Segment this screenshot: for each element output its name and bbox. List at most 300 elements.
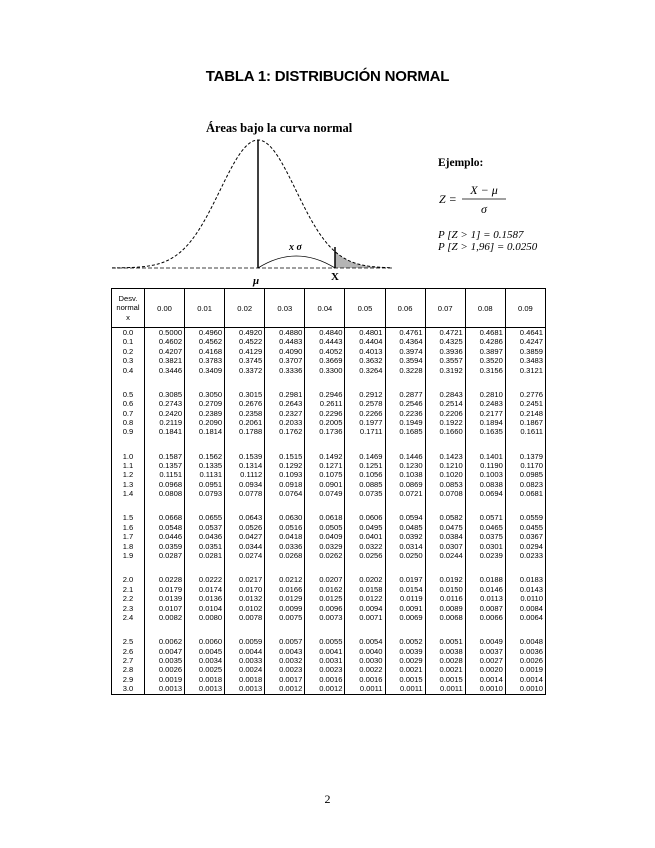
probability-cell: 0.0571 (465, 513, 505, 522)
probability-cell: 0.0116 (425, 594, 465, 603)
probability-cell: 0.2061 (225, 418, 265, 427)
probability-cell: 0.0013 (225, 684, 265, 694)
probability-cell: 0.2206 (425, 409, 465, 418)
probability-cell: 0.0212 (265, 575, 305, 584)
spacer-cell (185, 375, 225, 390)
spacer-cell (144, 437, 184, 452)
probability-cell: 0.0015 (425, 675, 465, 684)
table-row (112, 585, 546, 594)
probability-cell: 0.0505 (305, 523, 345, 532)
probability-cell: 0.0023 (265, 665, 305, 674)
probability-cell: 0.0018 (225, 675, 265, 684)
x-label: X (331, 271, 339, 283)
probability-cell: 0.4090 (265, 347, 305, 356)
probability-cell: 0.0392 (385, 532, 425, 541)
z-value-cell: 1.7 (112, 532, 145, 541)
probability-cell: 0.4681 (465, 328, 505, 338)
probability-cell: 0.3745 (225, 356, 265, 365)
z-value-cell: 0.7 (112, 409, 145, 418)
z-value-cell: 1.0 (112, 452, 145, 461)
spacer-cell (144, 499, 184, 514)
probability-cell: 0.0060 (185, 637, 225, 646)
probability-cell: 0.1762 (265, 427, 305, 436)
spacer-cell (112, 561, 145, 576)
z-value-cell: 0.4 (112, 366, 145, 375)
spacer-cell (305, 561, 345, 576)
z-value-cell: 0.3 (112, 356, 145, 365)
spacer-cell (465, 437, 505, 452)
probability-cell: 0.0028 (425, 656, 465, 665)
mu-label: μ (253, 275, 260, 287)
z-value-cell: 0.8 (112, 418, 145, 427)
probability-cell: 0.0094 (345, 604, 385, 613)
probability-cell: 0.0322 (345, 542, 385, 551)
probability-cell: 0.3859 (505, 347, 545, 356)
spacer-cell (225, 375, 265, 390)
table-row (112, 675, 546, 684)
probability-cell: 0.2119 (144, 418, 184, 427)
spacer-cell (265, 375, 305, 390)
spacer-cell (305, 437, 345, 452)
z-value-cell: 2.1 (112, 585, 145, 594)
probability-cell: 0.2327 (265, 409, 305, 418)
probability-cell: 0.3936 (425, 347, 465, 356)
probability-cell: 0.1335 (185, 461, 225, 470)
probability-cell: 0.0080 (185, 613, 225, 622)
probability-cell: 0.1251 (345, 461, 385, 470)
probability-cell: 0.0367 (505, 532, 545, 541)
probability-cell: 0.4286 (465, 337, 505, 346)
probability-cell: 0.0197 (385, 575, 425, 584)
probability-cell: 0.0455 (505, 523, 545, 532)
probability-cell: 0.0951 (185, 480, 225, 489)
column-header: 0.01 (185, 289, 225, 328)
probability-cell: 0.1210 (425, 461, 465, 470)
table-row (112, 409, 546, 418)
probability-cell: 0.0032 (265, 656, 305, 665)
probability-cell: 0.4960 (185, 328, 225, 338)
probability-cell: 0.2266 (345, 409, 385, 418)
spacer-cell (265, 437, 305, 452)
probability-cell: 0.0294 (505, 542, 545, 551)
probability-cell: 0.2483 (465, 399, 505, 408)
probability-cell: 0.0021 (425, 665, 465, 674)
probability-cell: 0.4602 (144, 337, 184, 346)
probability-cell: 0.0010 (465, 684, 505, 694)
probability-cell: 0.1357 (144, 461, 184, 470)
probability-cell: 0.0014 (505, 675, 545, 684)
probability-cell: 0.3336 (265, 366, 305, 375)
probability-cell: 0.0031 (305, 656, 345, 665)
column-header: 0.04 (305, 289, 345, 328)
formula-lhs: Z = (439, 192, 457, 206)
probability-cell: 0.0078 (225, 613, 265, 622)
table-header-row (112, 289, 546, 328)
probability-cell: 0.1446 (385, 452, 425, 461)
probability-cell: 0.0013 (185, 684, 225, 694)
probability-cell: 0.0166 (265, 585, 305, 594)
probability-cell: 0.1314 (225, 461, 265, 470)
probability-cell: 0.0934 (225, 480, 265, 489)
probability-cell: 0.3557 (425, 356, 465, 365)
probability-cell: 0.1003 (465, 470, 505, 479)
z-table (111, 288, 546, 695)
probability-cell: 0.2420 (144, 409, 184, 418)
probability-cell: 0.0630 (265, 513, 305, 522)
probability-cell: 0.1492 (305, 452, 345, 461)
probability-cell: 0.2090 (185, 418, 225, 427)
probability-cell: 0.2177 (465, 409, 505, 418)
probability-cell: 0.0526 (225, 523, 265, 532)
probability-cell: 0.0052 (385, 637, 425, 646)
probability-cell: 0.0708 (425, 489, 465, 498)
probability-cell: 0.4840 (305, 328, 345, 338)
probability-cell: 0.0087 (465, 604, 505, 613)
probability-cell: 0.1423 (425, 452, 465, 461)
probability-cell: 0.0336 (265, 542, 305, 551)
probability-cell: 0.0084 (505, 604, 545, 613)
probability-cell: 0.1093 (265, 470, 305, 479)
spacer-cell (345, 375, 385, 390)
spacer-cell (385, 375, 425, 390)
probability-cell: 0.3783 (185, 356, 225, 365)
table-row (112, 647, 546, 656)
page-title: TABLA 1: DISTRIBUCIÓN NORMAL (205, 68, 450, 85)
probability-cell: 0.1562 (185, 452, 225, 461)
probability-cell: 0.1379 (505, 452, 545, 461)
probability-cell: 0.3446 (144, 366, 184, 375)
probability-cell: 0.0548 (144, 523, 184, 532)
column-header: 0.02 (225, 289, 265, 328)
z-value-cell: 0.0 (112, 328, 145, 338)
probability-cell: 0.0075 (265, 613, 305, 622)
curve-caption: Áreas bajo la curva normal (206, 121, 353, 135)
probability-cell: 0.2296 (305, 409, 345, 418)
probability-cell: 0.2546 (385, 399, 425, 408)
probability-cell: 0.0202 (345, 575, 385, 584)
probability-cell: 0.0179 (144, 585, 184, 594)
probability-cell: 0.0594 (385, 513, 425, 522)
group-spacer-row (112, 561, 546, 576)
probability-cell: 0.0838 (465, 480, 505, 489)
spacer-cell (465, 499, 505, 514)
probability-cell: 0.0017 (265, 675, 305, 684)
probability-cell: 0.4052 (305, 347, 345, 356)
spacer-cell (185, 437, 225, 452)
probability-cell: 0.0721 (385, 489, 425, 498)
z-value-cell: 2.0 (112, 575, 145, 584)
probability-cell: 0.0475 (425, 523, 465, 532)
probability-cell: 0.0222 (185, 575, 225, 584)
probability-cell: 0.0694 (465, 489, 505, 498)
z-value-cell: 0.2 (112, 347, 145, 356)
probability-cell: 0.0495 (345, 523, 385, 532)
probability-cell: 0.0010 (505, 684, 545, 694)
column-header: 0.08 (465, 289, 505, 328)
probability-cell: 0.3632 (345, 356, 385, 365)
probability-cell: 0.1515 (265, 452, 305, 461)
probability-cell: 0.0174 (185, 585, 225, 594)
probability-cell: 0.0618 (305, 513, 345, 522)
z-value-cell: 2.8 (112, 665, 145, 674)
spacer-cell (425, 499, 465, 514)
probability-cell: 0.0035 (144, 656, 184, 665)
probability-cell: 0.0764 (265, 489, 305, 498)
probability-cell: 0.3192 (425, 366, 465, 375)
probability-cell: 0.0019 (144, 675, 184, 684)
z-table-body (112, 328, 546, 695)
probability-cell: 0.0016 (305, 675, 345, 684)
probability-cell: 0.0110 (505, 594, 545, 603)
probability-cell: 0.2033 (265, 418, 305, 427)
probability-cell: 0.1151 (144, 470, 184, 479)
table-row (112, 328, 546, 338)
probability-cell: 0.0018 (185, 675, 225, 684)
z-value-cell: 0.5 (112, 390, 145, 399)
probability-cell: 0.0537 (185, 523, 225, 532)
page-number: 2 (324, 792, 331, 806)
probability-cell: 0.0485 (385, 523, 425, 532)
probability-cell: 0.0015 (385, 675, 425, 684)
probability-cell: 0.3483 (505, 356, 545, 365)
probability-cell: 0.1038 (385, 470, 425, 479)
probability-cell: 0.1736 (305, 427, 345, 436)
probability-cell: 0.1977 (345, 418, 385, 427)
probability-cell: 0.1020 (425, 470, 465, 479)
probability-cell: 0.0778 (225, 489, 265, 498)
table-row (112, 489, 546, 498)
probability-cell: 0.0314 (385, 542, 425, 551)
table-row (112, 418, 546, 427)
z-column-header (112, 289, 145, 328)
probability-cell: 0.1660 (425, 427, 465, 436)
probability-cell: 0.0038 (425, 647, 465, 656)
probability-cell: 0.0102 (225, 604, 265, 613)
probability-cell: 0.0029 (385, 656, 425, 665)
probability-cell: 0.0040 (345, 647, 385, 656)
column-header: 0.06 (385, 289, 425, 328)
probability-cell: 0.0985 (505, 470, 545, 479)
spacer-cell (345, 561, 385, 576)
probability-cell: 0.0022 (345, 665, 385, 674)
probability-cell: 0.0034 (185, 656, 225, 665)
spacer-cell (505, 499, 545, 514)
spacer-cell (112, 375, 145, 390)
probability-cell: 0.1949 (385, 418, 425, 427)
probability-cell: 0.1587 (144, 452, 184, 461)
table-row (112, 461, 546, 470)
table-row (112, 551, 546, 560)
probability-cell: 0.0051 (425, 637, 465, 646)
probability-cell: 0.0049 (465, 637, 505, 646)
probability-cell: 0.0066 (465, 613, 505, 622)
probability-cell: 0.0668 (144, 513, 184, 522)
probability-cell: 0.0268 (265, 551, 305, 560)
probability-cell: 0.0136 (185, 594, 225, 603)
probability-cell: 0.0228 (144, 575, 184, 584)
spacer-cell (144, 622, 184, 637)
probability-cell: 0.0082 (144, 613, 184, 622)
probability-cell: 0.1230 (385, 461, 425, 470)
column-header: 0.07 (425, 289, 465, 328)
probability-cell: 0.0869 (385, 480, 425, 489)
probability-cell: 0.0122 (345, 594, 385, 603)
group-spacer-row (112, 437, 546, 452)
table-row (112, 513, 546, 522)
probability-cell: 0.0559 (505, 513, 545, 522)
column-header: 0.09 (505, 289, 545, 328)
bell-curve (112, 140, 392, 268)
probability-cell: 0.2358 (225, 409, 265, 418)
z-value-cell: 2.2 (112, 594, 145, 603)
probability-cell: 0.0048 (505, 637, 545, 646)
spacer-cell (425, 437, 465, 452)
z-value-cell: 0.1 (112, 337, 145, 346)
probability-cell: 0.2643 (265, 399, 305, 408)
probability-cell: 0.5000 (144, 328, 184, 338)
probability-cell: 0.0427 (225, 532, 265, 541)
spacer-cell (505, 622, 545, 637)
probability-cell: 0.0233 (505, 551, 545, 560)
probability-cell: 0.2578 (345, 399, 385, 408)
probability-cell: 0.1469 (345, 452, 385, 461)
group-spacer-row (112, 499, 546, 514)
probability-cell: 0.0968 (144, 480, 184, 489)
probability-cell: 0.4207 (144, 347, 184, 356)
probability-cell: 0.0037 (465, 647, 505, 656)
probability-cell: 0.2005 (305, 418, 345, 427)
table-row (112, 532, 546, 541)
probability-cell: 0.0016 (345, 675, 385, 684)
probability-cell: 0.4880 (265, 328, 305, 338)
probability-cell: 0.0026 (505, 656, 545, 665)
probability-cell: 0.0901 (305, 480, 345, 489)
z-value-cell: 1.2 (112, 470, 145, 479)
probability-cell: 0.1635 (465, 427, 505, 436)
probability-cell: 0.0139 (144, 594, 184, 603)
probability-cell: 0.0307 (425, 542, 465, 551)
probability-cell: 0.3897 (465, 347, 505, 356)
z-value-cell: 2.3 (112, 604, 145, 613)
probability-cell: 0.0057 (265, 637, 305, 646)
probability-cell: 0.0068 (425, 613, 465, 622)
probability-cell: 0.4562 (185, 337, 225, 346)
probability-cell: 0.4721 (425, 328, 465, 338)
probability-cell: 0.2514 (425, 399, 465, 408)
z-value-cell: 2.6 (112, 647, 145, 656)
example-probability-2: P [Z > 1,96] = 0.0250 (438, 241, 538, 253)
probability-cell: 0.0823 (505, 480, 545, 489)
group-spacer-row (112, 375, 546, 390)
probability-cell: 0.4404 (345, 337, 385, 346)
probability-cell: 0.0020 (465, 665, 505, 674)
probability-cell: 0.3372 (225, 366, 265, 375)
probability-cell: 0.4522 (225, 337, 265, 346)
probability-cell: 0.2611 (305, 399, 345, 408)
probability-cell: 0.0158 (345, 585, 385, 594)
probability-cell: 0.0021 (385, 665, 425, 674)
probability-cell: 0.0113 (465, 594, 505, 603)
probability-cell: 0.0014 (465, 675, 505, 684)
table-row (112, 366, 546, 375)
probability-cell: 0.0119 (385, 594, 425, 603)
column-header: 0.05 (345, 289, 385, 328)
probability-cell: 0.3409 (185, 366, 225, 375)
probability-cell: 0.2877 (385, 390, 425, 399)
probability-cell: 0.0409 (305, 532, 345, 541)
probability-cell: 0.1711 (345, 427, 385, 436)
z-value-cell: 0.6 (112, 399, 145, 408)
probability-cell: 0.0207 (305, 575, 345, 584)
probability-cell: 0.3156 (465, 366, 505, 375)
probability-cell: 0.0011 (385, 684, 425, 694)
probability-cell: 0.0281 (185, 551, 225, 560)
probability-cell: 0.0188 (465, 575, 505, 584)
probability-cell: 0.1075 (305, 470, 345, 479)
probability-cell: 0.0735 (345, 489, 385, 498)
probability-cell: 0.0026 (144, 665, 184, 674)
probability-cell: 0.0143 (505, 585, 545, 594)
probability-cell: 0.1401 (465, 452, 505, 461)
spacer-cell (185, 561, 225, 576)
spacer-cell (225, 622, 265, 637)
probability-cell: 0.0681 (505, 489, 545, 498)
probability-cell: 0.2709 (185, 399, 225, 408)
probability-cell: 0.3300 (305, 366, 345, 375)
table-row (112, 542, 546, 551)
spacer-cell (505, 375, 545, 390)
spacer-cell (185, 499, 225, 514)
probability-cell: 0.2676 (225, 399, 265, 408)
probability-cell: 0.0071 (345, 613, 385, 622)
probability-cell: 0.0351 (185, 542, 225, 551)
table-row (112, 470, 546, 479)
probability-cell: 0.2776 (505, 390, 545, 399)
probability-cell: 0.0146 (465, 585, 505, 594)
table-row (112, 337, 546, 346)
probability-cell: 0.1685 (385, 427, 425, 436)
probability-cell: 0.0239 (465, 551, 505, 560)
z-value-cell: 1.3 (112, 480, 145, 489)
spacer-cell (112, 437, 145, 452)
table-row (112, 684, 546, 694)
probability-cell: 0.0359 (144, 542, 184, 551)
probability-cell: 0.3520 (465, 356, 505, 365)
probability-cell: 0.0011 (425, 684, 465, 694)
probability-cell: 0.4443 (305, 337, 345, 346)
probability-cell: 0.0059 (225, 637, 265, 646)
probability-cell: 0.4247 (505, 337, 545, 346)
probability-cell: 0.0808 (144, 489, 184, 498)
probability-cell: 0.1814 (185, 427, 225, 436)
table-row (112, 613, 546, 622)
spacer-cell (225, 437, 265, 452)
z-header-line: x (126, 312, 130, 322)
probability-cell: 0.1867 (505, 418, 545, 427)
probability-cell: 0.2843 (425, 390, 465, 399)
probability-cell: 0.4168 (185, 347, 225, 356)
probability-cell: 0.0217 (225, 575, 265, 584)
table-row (112, 523, 546, 532)
spacer-cell (265, 499, 305, 514)
probability-cell: 0.2236 (385, 409, 425, 418)
probability-cell: 0.0011 (345, 684, 385, 694)
probability-cell: 0.1611 (505, 427, 545, 436)
probability-cell: 0.0025 (185, 665, 225, 674)
spacer-cell (144, 375, 184, 390)
spacer-cell (345, 499, 385, 514)
formula-denominator: σ (481, 202, 487, 216)
